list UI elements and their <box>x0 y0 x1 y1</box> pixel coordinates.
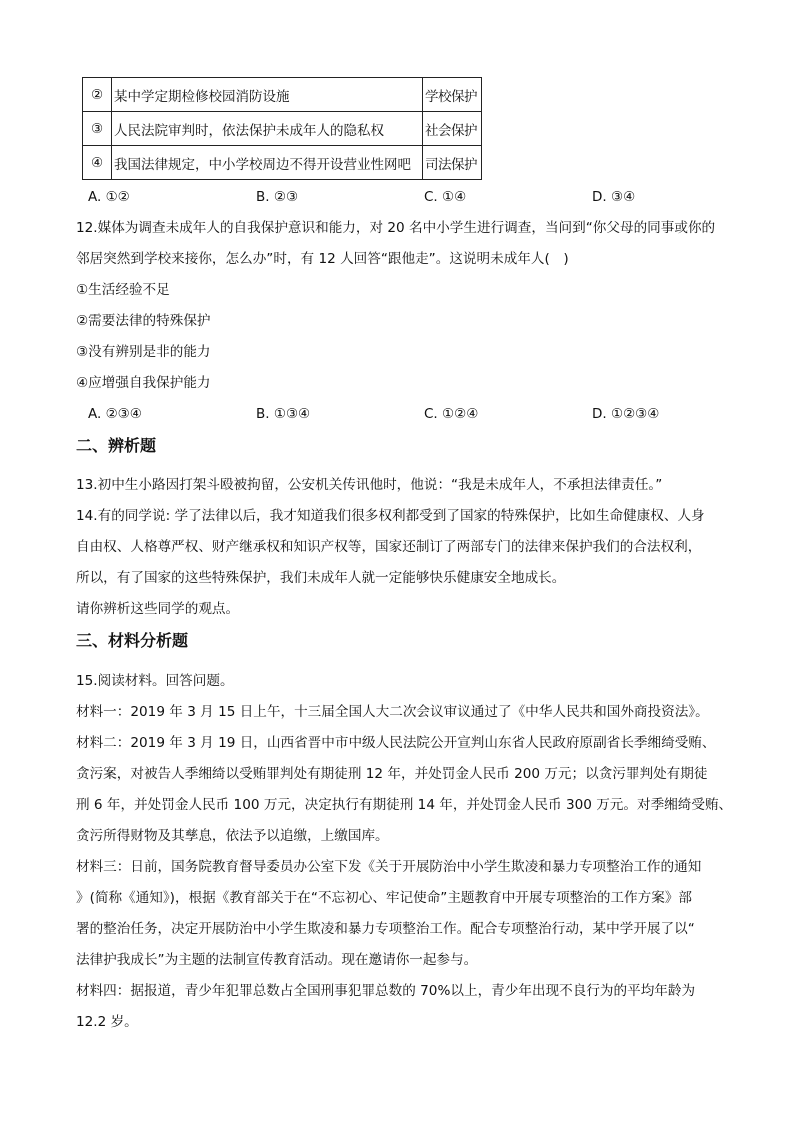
q15-line: 材料三：日前，国务院教育督导委员办公室下发《关于开展防治中小学生欺凌和暴力专项整治工作的通知 <box>76 859 702 875</box>
row-description: 某中学定期检修校园消防设施 <box>112 78 423 112</box>
q12-statement-1: ①生活经验不足 <box>76 282 170 298</box>
row-description: 人民法院审判时，依法保护未成年人的隐私权 <box>112 112 423 146</box>
row-number: ③ <box>83 112 112 146</box>
q15-line: 贪污所得财物及其孳息，依法予以追缴，上缴国库。 <box>76 828 389 844</box>
table-row <box>83 112 482 146</box>
option-b: B. ②③ <box>256 189 299 205</box>
row-number: ④ <box>83 146 112 180</box>
q15-line: 材料二：2019 年 3 月 19 日，山西省晋中市中级人民法院公开宣判山东省人民政府原副省长季缃绮受贿、 <box>76 735 716 751</box>
q12-stem-line2: 邻居突然到学校来接你，怎么办”时，有 12 人回答“跟他走”。这说明未成年人( ) <box>76 251 569 267</box>
q14-line: 所以，有了国家的这些特殊保护，我们未成年人就一定能够快乐健康安全地成长。 <box>76 570 566 586</box>
q15-line: 署的整治任务，决定开展防治中小学生欺凌和暴力专项整治工作。配合专项整治行动，某中学开展了以“ <box>76 921 695 937</box>
q12-options <box>88 404 708 424</box>
q14-line: 请你辨析这些同学的观点。 <box>76 601 240 617</box>
q11-options <box>88 187 708 207</box>
q15-line: 贪污案，对被告人季缃绮以受贿罪判处有期徒刑 12 年，并处罚金人民币 200 万元；以贪污罪判处有期徒 <box>76 766 708 782</box>
protection-table <box>82 77 482 180</box>
q12-statement-4: ④应增强自我保护能力 <box>76 375 211 391</box>
row-category: 司法保护 <box>423 146 482 180</box>
row-category: 学校保护 <box>423 78 482 112</box>
section-title: 三、材料分析题 <box>76 631 189 650</box>
q14-line: 14.有的同学说: 学了法律以后，我才知道我们很多权利都受到了国家的特殊保护，比如生命健康权、人身 <box>76 508 705 524</box>
q15-line: 刑 6 年，并处罚金人民币 100 万元，决定执行有期徒刑 14 年，并处罚金人民币 300 万元。对季缃绮受贿、 <box>76 797 733 813</box>
q12-stem-line1: 12.媒体为调查未成年人的自我保护意识和能力，对 20 名中小学生进行调查，当问到“你父母的同事或你的 <box>76 220 716 236</box>
option-b: B. ①③④ <box>256 406 311 422</box>
q15-line: 12.2 岁。 <box>76 1014 138 1030</box>
row-number: ② <box>83 78 112 112</box>
q13-text: 13.初中生小路因打架斗殴被拘留，公安机关传讯他时，他说：“我是未成年人，不承担法律责任。” <box>76 477 663 493</box>
q15-line: 15.阅读材料。回答问题。 <box>76 673 234 689</box>
option-a: A. ①② <box>88 189 130 205</box>
table-row <box>83 146 482 180</box>
q15-line: 》(简称《通知》)，根据《教育部关于在“不忘初心、牢记使命”主题教育中开展专项整治的工作方案》部 <box>76 890 693 906</box>
q15-line: 材料一：2019 年 3 月 15 日上午，十三届全国人大二次会议审议通过了《中华人民共和国外商投资法》。 <box>76 704 709 720</box>
option-d: D. ①②③④ <box>592 406 660 422</box>
row-description: 我国法律规定，中小学校周边不得开设营业性网吧 <box>112 146 423 180</box>
q12-statement-3: ③没有辨别是非的能力 <box>76 344 211 360</box>
q15-line: 法律护我成长”为主题的法制宣传教育活动。现在邀请你一起参与。 <box>76 952 478 968</box>
row-category: 社会保护 <box>423 112 482 146</box>
option-c: C. ①④ <box>424 189 467 205</box>
table-row <box>83 78 482 112</box>
q12-statement-2: ②需要法律的特殊保护 <box>76 313 211 329</box>
option-a: A. ②③④ <box>88 406 142 422</box>
option-d: D. ③④ <box>592 189 636 205</box>
q15-line: 材料四：据报道，青少年犯罪总数占全国刑事犯罪总数的 70%以上，青少年出现不良行为的平均年龄为 <box>76 983 696 999</box>
section-title: 二、辨析题 <box>76 436 157 455</box>
q14-line: 自由权、人格尊严权、财产继承权和知识产权等，国家还制订了两部专门的法律来保护我们的合法权利， <box>76 539 702 555</box>
option-c: C. ①②④ <box>424 406 479 422</box>
